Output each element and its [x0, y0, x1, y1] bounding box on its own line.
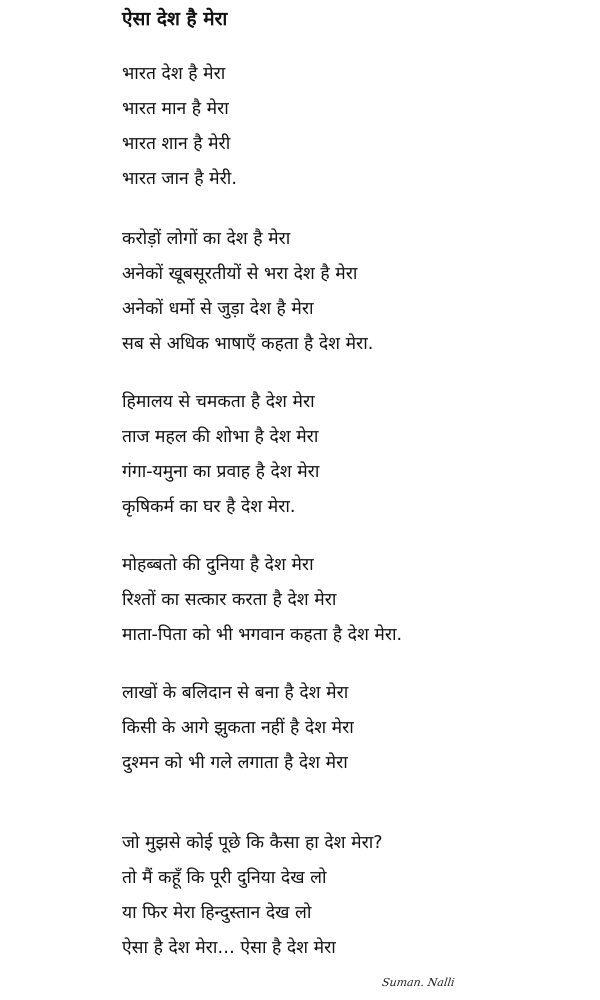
poem-line: या फिर मेरा हिन्दुस्तान देख लो — [122, 903, 312, 923]
poem-line: रिश्तों का सत्कार करता है देश मेरा — [122, 590, 337, 610]
stanza-5 — [122, 676, 354, 781]
poem-line: हिमालय से चमकता है देश मेरा — [122, 392, 315, 412]
poem-line: मोहब्बतो की दुनिया है देश मेरा — [122, 555, 314, 575]
poem-line: लाखों के बलिदान से बना है देश मेरा — [122, 683, 349, 703]
stanza-4 — [122, 548, 402, 653]
author-signature: Suman. Nalli — [381, 976, 456, 989]
poem-line: जो मुझसे कोई पूछे कि कैसा हा देश मेरा? — [122, 833, 383, 853]
poem-line: दुश्मन को भी गले लगाता है देश मेरा — [122, 753, 348, 773]
stanza-6 — [122, 826, 383, 966]
poem-line: ताज महल की शोभा है देश मेरा — [122, 427, 319, 447]
poem-line: गंगा-यमुना का प्रवाह है देश मेरा — [122, 462, 320, 482]
poem-line: भारत शान है मेरी — [122, 134, 231, 154]
poem-line: करोड़ों लोगों का देश है मेरा — [122, 229, 291, 249]
poem-line: भारत मान है मेरा — [122, 99, 229, 119]
stanza-1 — [122, 57, 237, 197]
poem-line: भारत जान है मेरी. — [122, 169, 237, 189]
poem-title: ऐसा देश है मेरा — [122, 8, 228, 30]
poem-line: माता-पिता को भी भगवान कहता है देश मेरा. — [122, 625, 403, 645]
poem-line: किसी के आगे झुकता नहीं है देश मेरा — [122, 718, 354, 738]
poem-line: अनेकों धर्मो से जुड़ा देश है मेरा — [122, 299, 314, 319]
poem-line: सब से अधिक भाषाएँ कहता है देश मेरा. — [122, 334, 374, 354]
poem-line: भारत देश है मेरा — [122, 64, 226, 84]
stanza-2 — [122, 222, 373, 362]
poem-line: तो मैं कहूँ कि पूरी दुनिया देख लो — [122, 868, 327, 888]
poem-line: कृषिकर्म का घर है देश मेरा. — [122, 497, 296, 517]
stanza-3 — [122, 385, 319, 525]
poem-line: अनेकों खूबसूरतीयों से भरा देश है मेरा — [122, 264, 358, 284]
poem-line: ऐसा है देश मेरा… ऐसा है देश मेरा — [122, 938, 336, 958]
